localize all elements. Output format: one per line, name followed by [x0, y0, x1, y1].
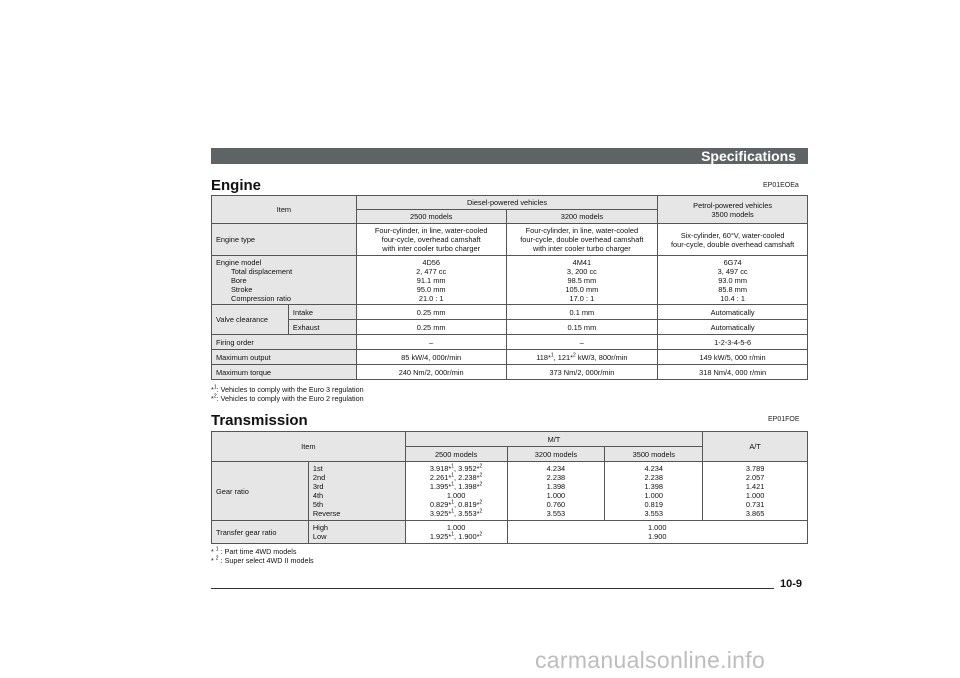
engine-model-2500-value: 2, 477 cc: [416, 266, 447, 276]
trans-col-2500: 2500 models: [405, 447, 507, 462]
transmission-code: EP01FOE: [768, 416, 800, 423]
footnote-text: : Vehicles to comply with the Euro 3 regulation: [216, 385, 364, 394]
footnote-ref: 1: [451, 472, 455, 479]
ratio-value: 4.234: [644, 464, 663, 473]
max-output-3200: [506, 350, 658, 365]
engine-model-3200-value: 17.0 : 1: [569, 293, 595, 303]
engine-type-petrol-line: four-cycle, double overhead camshaft: [670, 239, 795, 249]
ratio-value: 2.261*: [429, 473, 452, 482]
engine-type-3200-line: Four-cylinder, in line, water-cooled: [525, 226, 639, 235]
max-torque-petrol: 318 Nm/4, 000 r/min: [658, 365, 808, 380]
engine-type-2500-line: four-cycle, overhead camshaft: [381, 235, 481, 244]
engine-type-2500-line: with inter cooler turbo charger: [382, 244, 481, 253]
footnote-ref: 1: [451, 463, 455, 470]
valve-exhaust-2500: 0.25 mm: [356, 320, 506, 335]
engine-model-2500-value: 95.0 mm: [416, 284, 446, 294]
ratio-value: 0.731: [745, 500, 765, 509]
footnote-mark: *: [211, 547, 216, 556]
max-output-label: Maximum output: [212, 350, 357, 365]
engine-type-2500: [356, 224, 506, 256]
gear-list: [308, 462, 405, 521]
engine-compression-label: Compression ratio: [231, 293, 291, 303]
transfer-modes: [308, 521, 405, 544]
engine-model-petrol-value: 85.8 mm: [718, 284, 747, 294]
footnote-ref: 2: [479, 499, 483, 506]
engine-bore-label: Bore: [231, 275, 247, 285]
trans-footnote-2: [211, 557, 314, 566]
footnote-ref: 2: [479, 463, 483, 470]
engine-type-3200: [506, 224, 658, 256]
ratio-value: 1.000: [644, 491, 663, 500]
firing-order-3200: –: [506, 335, 658, 350]
engine-model-2500-value: 4D56: [422, 257, 440, 267]
engine-model-3200-value: 4M41: [572, 257, 592, 267]
ratio-value: 3.918*: [429, 464, 452, 473]
engine-model-label: Engine model: [216, 257, 262, 267]
footnote-sup: 2: [215, 555, 219, 562]
transfer-mode: High: [312, 523, 329, 532]
engine-code: EP01EOEa: [763, 182, 799, 189]
footnote-text: : Vehicles to comply with the Euro 2 regulation: [216, 393, 364, 403]
transfer-ratio-label: Transfer gear ratio: [212, 521, 309, 544]
gear-name: 5th: [312, 500, 324, 509]
ratio-value: 1.398: [644, 482, 663, 491]
engine-col-petrol-line1: Petrol-powered vehicles: [693, 200, 773, 210]
gear-ratio-mt-2500: [405, 462, 507, 521]
ratio-value: 3.553: [644, 509, 663, 518]
engine-col-2500: 2500 models: [356, 210, 506, 224]
transmission-footnotes: [211, 548, 314, 565]
valve-exhaust-label: Exhaust: [288, 320, 356, 335]
engine-type-2500-line: Four-cylinder, in line, water-cooled: [374, 226, 488, 235]
ratio-value: , 0.819*: [454, 500, 480, 509]
transfer-ratio-other: [507, 521, 807, 544]
footnote-sup: 2: [213, 393, 217, 400]
valve-intake-petrol: Automatically: [658, 305, 808, 320]
transfer-mode: Low: [312, 532, 327, 541]
footnote-ref: 1: [451, 481, 455, 488]
valve-exhaust-petrol: Automatically: [658, 320, 808, 335]
gear-name: 4th: [312, 491, 324, 500]
max-torque-label: Maximum torque: [212, 365, 357, 380]
trans-col-3200: 3200 models: [507, 447, 605, 462]
engine-footnotes: [211, 386, 364, 403]
gear-name: 3rd: [312, 482, 324, 491]
trans-col-at: A/T: [703, 432, 808, 462]
firing-order-petrol: 1-2-3-4-5-6: [658, 335, 808, 350]
section-header-bar: [211, 148, 808, 164]
engine-type-petrol-line: Six-cylinder, 60°V, water-cooled: [680, 230, 785, 240]
valve-clearance-label: Valve clearance: [212, 305, 289, 335]
ratio-value: 1.925*: [429, 532, 452, 541]
engine-model-3200-value: 105.0 mm: [565, 284, 599, 294]
footnote-ref: 2: [479, 508, 483, 515]
engine-displacement-label: Total displacement: [231, 266, 293, 276]
footnote-ref: 1: [550, 352, 554, 359]
engine-model-petrol-value: 93.0 mm: [718, 275, 747, 285]
ratio-value: , 3.553*: [454, 509, 480, 518]
valve-intake-3200: 0.1 mm: [506, 305, 658, 320]
ratio-value: 0.819: [644, 500, 663, 509]
ratio-value: 2.238: [644, 473, 663, 482]
max-output-3200-b: , 121*: [553, 352, 573, 362]
ratio-value: 1.000: [648, 523, 667, 532]
engine-model-2500-value: 21.0 : 1: [418, 293, 444, 303]
engine-title: Engine: [211, 177, 262, 194]
max-output-3200-c: kW/3, 800r/min: [575, 352, 628, 362]
footnote-mark: *: [211, 555, 216, 565]
max-torque-2500: 240 Nm/2, 000r/min: [356, 365, 506, 380]
ratio-value: 2.057: [745, 473, 765, 482]
engine-model-2500: [356, 256, 506, 305]
engine-col-petrol: [658, 196, 808, 224]
gear-ratio-at: [703, 462, 808, 521]
engine-model-3200-value: 3, 200 cc: [566, 266, 597, 276]
footnote-sup: 1: [215, 546, 219, 553]
max-output-petrol: 149 kW/5, 000 r/min: [658, 350, 808, 365]
gear-name: 2nd: [312, 473, 326, 482]
ratio-value: 1.395*: [429, 482, 452, 491]
footnote-mark: *: [211, 385, 214, 394]
footnote-text: : Super select 4WD II models: [218, 555, 314, 565]
engine-model-2500-value: 91.1 mm: [416, 275, 446, 285]
engine-model-3200-value: 98.5 mm: [567, 275, 597, 285]
footer-rule: [211, 588, 774, 589]
engine-footnote-2: [211, 395, 364, 404]
ratio-value: 3.925*: [429, 509, 452, 518]
footnote-ref: 2: [572, 352, 576, 359]
footnote-ref: 1: [451, 499, 455, 506]
transfer-ratio-2500: [405, 521, 507, 544]
ratio-value: 0.829*: [429, 500, 452, 509]
ratio-value: 1.000: [546, 491, 566, 500]
gear-ratio-mt-3200: [507, 462, 605, 521]
footnote-ref: 2: [479, 472, 483, 479]
firing-order-2500: –: [356, 335, 506, 350]
ratio-value: 1.900: [648, 532, 667, 541]
gear-ratio-label: Gear ratio: [212, 462, 309, 521]
footnote-mark: *: [211, 393, 214, 403]
max-output-3200-a: 118*: [536, 352, 551, 362]
engine-stroke-label: Stroke: [231, 284, 253, 294]
footnote-ref: 2: [479, 531, 483, 538]
watermark: carmanualsonline.info: [535, 647, 766, 673]
footnote-sup: 1: [213, 384, 217, 391]
ratio-value: 1.000: [446, 491, 466, 500]
engine-type-label: Engine type: [212, 224, 357, 256]
engine-type-petrol: [658, 224, 808, 256]
valve-intake-label: Intake: [288, 305, 356, 320]
engine-col-item: Item: [212, 196, 357, 224]
ratio-value: 1.000: [745, 491, 765, 500]
ratio-value: 1.421: [745, 482, 765, 491]
ratio-value: 1.000: [446, 523, 466, 532]
ratio-value: 3.789: [745, 464, 765, 473]
footnote-ref: 1: [451, 508, 455, 515]
engine-spec-table: [211, 195, 808, 380]
ratio-value: 3.865: [745, 509, 765, 518]
gear-name: Reverse: [312, 509, 341, 518]
engine-model-petrol-value: 10.4 : 1: [720, 293, 745, 303]
ratio-value: 0.760: [546, 500, 566, 509]
engine-model-petrol-value: 3, 497 cc: [717, 266, 748, 276]
valve-intake-2500: 0.25 mm: [356, 305, 506, 320]
footnote-text: : Part time 4WD models: [218, 547, 297, 556]
page-number: 10-9: [780, 578, 803, 590]
engine-col-diesel: Diesel-powered vehicles: [356, 196, 657, 210]
firing-order-label: Firing order: [212, 335, 357, 350]
engine-col-3200: 3200 models: [506, 210, 658, 224]
trans-col-mt: M/T: [405, 432, 702, 447]
ratio-value: 1.398: [546, 482, 566, 491]
ratio-value: 4.234: [546, 464, 566, 473]
engine-col-petrol-line2: 3500 models: [711, 209, 754, 219]
ratio-value: , 2.238*: [454, 473, 480, 482]
footnote-ref: 2: [479, 481, 483, 488]
engine-model-petrol: [658, 256, 808, 305]
engine-model-petrol-value: 6G74: [723, 257, 742, 267]
max-torque-3200: 373 Nm/2, 000r/min: [506, 365, 658, 380]
engine-type-3200-line: with inter cooler turbo charger: [532, 244, 631, 253]
ratio-value: , 3.952*: [454, 464, 480, 473]
valve-exhaust-3200: 0.15 mm: [506, 320, 658, 335]
transmission-title: Transmission: [211, 412, 308, 429]
trans-col-3500: 3500 models: [605, 447, 703, 462]
ratio-value: , 1.398*: [454, 482, 480, 491]
gear-name: 1st: [312, 464, 323, 473]
ratio-value: , 1.900*: [454, 532, 480, 541]
transmission-spec-table: [211, 431, 808, 544]
ratio-value: 2.238: [546, 473, 566, 482]
ratio-value: 3.553: [546, 509, 566, 518]
engine-type-3200-line: four-cycle, double overhead camshaft: [520, 235, 644, 244]
trans-col-item: Item: [212, 432, 406, 462]
engine-model-labels: [212, 256, 357, 305]
engine-model-3200: [506, 256, 658, 305]
gear-ratio-mt-3500: [605, 462, 703, 521]
section-header-title: Specifications: [701, 148, 796, 164]
max-output-2500: 85 kW/4, 000r/min: [356, 350, 506, 365]
footnote-ref: 1: [451, 531, 455, 538]
